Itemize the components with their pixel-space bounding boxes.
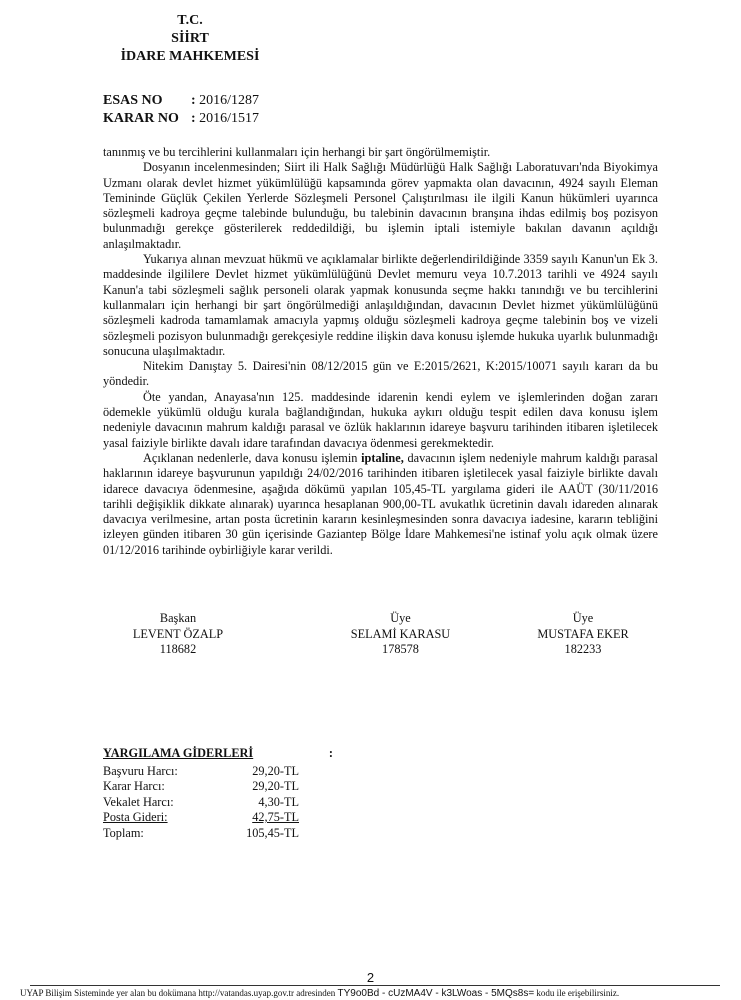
- paragraph-6: Açıklanan nedenlerle, dava konusu işlemin iptaline, davacının işlem nedeniyle mahrum kaldığı parasal haklarının idareye başvurunun yapıldığı 24/02/2016 tarihinden itibaren işletilecek yasal faiziyle birlikte davalı idarece davacıya ödenmesine, aşağıda dökümü yapılan 105,45-TL yargılama gideri ile AAÜT (30/11/2016 tarihli değişiklik dikkate alınarak) uyarınca hesaplanan 900,00-TL avukatlık ücretinin davalı idareden alınarak davacıya verilmesine, artan posta ücretinin kararın kesinleşmesinden sonra davacıya iadesine, kararın tebliğini izleyen günden itibaren 30 gün içerisinde Gaziantep Bölge İdare Mahkemesi'ne istinaf yolu açık olmak üzere 01/12/2016 tarihinde oybirliğiyle karar verildi.: [103, 450, 658, 557]
- karar-row: KARAR NO : 2016/1517: [103, 111, 260, 126]
- paragraph-3: Yukarıya alınan mevzuat hükmü ve açıklamalar birlikte değerlendirildiğinde 3359 sayılı Kanun'un Ek 3. maddesinde ilgililere Devlet hizmet yükümlülüğünü Devlet memuru veya 10.7.2013 tarihli ve 4924 sayılı Kanun'a tabi sözleşmeli sağlık personeli olarak yapmak konusunda seçme hakkı tanındığı ve bu tercihlerini kullanmaları için herhangi bir şart öngörülmediği anlaşıldığından, davacının Devlet hizmet yükümlülüğünü sözleşmeli kadroda tamamlamak amacıyla yapmış olduğu sözleşmeli kadroya geçme talebinin boş ve vizeli sözleşmeli pozisyon bulunmadığı gerekçesiyle reddine ilişkin dava konusu işlemde hukuka uyarlık bulunmadığı sonucuna ulaşılmaktadır.: [103, 252, 658, 358]
- signature-role: Üye: [390, 611, 411, 625]
- paragraph-2: Dosyanın incelenmesinden; Siirt ili Halk Sağlığı Müdürlüğü Halk Sağlığı Laboratuvarı'nda Biyokimya Uzmanı olarak devlet hizmet yükümlülüğü kapsamında görev yapmakta olan davacının, 4924 sayılı Eleman Temininde Güçlük Çekilen Yerlerde Sözleşmeli Personel Çalıştırılması ile ilgili Kanun hükümleri uyarınca sözleşmeli kadroya geçme talebinde bulunduğu, bu talebinin davacının branşına ihdas edilmiş boş pozisyon bulunmadığı gerekçe gösterilerek reddedildiği, bu işlemin iptali istemiyle bakılan davanın açıldığı anlaşılmaktadır.: [103, 160, 658, 251]
- signature-member-1: [326, 611, 476, 658]
- case-numbers: [103, 92, 259, 128]
- iptaline-emphasis: iptaline,: [361, 450, 404, 465]
- expense-row: Posta Gideri: 42,75-TL: [103, 810, 299, 824]
- decision-body: [103, 145, 658, 558]
- footer-suffix: kodu ile erişebilirsiniz.: [536, 988, 620, 998]
- expenses-title: YARGILAMA GİDERLERİ :: [103, 746, 333, 760]
- esas-row: ESAS NO : 2016/1287: [103, 93, 260, 108]
- paragraph-1: tanınmış ve bu tercihlerini kullanmaları için herhangi bir şart öngörülmemiştir.: [103, 145, 491, 159]
- signature-role: Başkan: [159, 611, 197, 625]
- signature-id: 118682: [159, 642, 197, 656]
- signature-member-2: [508, 611, 658, 658]
- expense-total-row: Toplam: 105,45-TL: [103, 825, 299, 840]
- footer-verification: [20, 988, 740, 999]
- paragraph-5: Öte yandan, Anayasa'nın 125. maddesinde idarenin kendi eylem ve işlemlerinden doğan zararı ödemekle yükümlü olduğu kurala bağlandığından, hukuka aykırı olduğu tespit edilen dava konusu işlem nedeniyle davacının mahrum kaldığı parasal ve özlük haklarının idareye başvuru tarihinden itibaren işletilecek yasal faiziyle birlikte davalı idare tarafından davacıya ödenmesi gerekmektedir.: [103, 389, 658, 450]
- page-number: 2: [366, 970, 375, 985]
- signature-name: SELAMİ KARASU: [350, 626, 451, 641]
- karar-value: 2016/1517: [199, 111, 260, 126]
- esas-value: 2016/1287: [199, 93, 260, 108]
- signature-id: 182233: [564, 642, 602, 656]
- header-line-tc: T.C.: [177, 13, 203, 28]
- paragraph-4: Nitekim Danıştay 5. Dairesi'nin 08/12/2015 gün ve E:2015/2621, K:2015/10071 sayılı kararı da bu yöndedir.: [103, 359, 658, 389]
- expense-row: Başvuru Harcı: 29,20-TL: [103, 763, 299, 778]
- signature-id: 178578: [382, 642, 419, 656]
- signature-name: LEVENT ÖZALP: [132, 626, 224, 641]
- signature-name: MUSTAFA EKER: [537, 626, 629, 641]
- footer-prefix: UYAP Bilişim Sisteminde yer alan bu dokümana http://vatandas.uyap.gov.tr adresinden: [20, 988, 336, 998]
- header-line-city: SİİRT: [171, 31, 209, 46]
- signature-president: [103, 611, 253, 658]
- verification-code: TY9o0Bd - cUzMA4V - k3LWoas - 5MQs8s=: [337, 988, 535, 999]
- karar-label: KARAR NO: [103, 111, 179, 126]
- header-line-court: İDARE MAHKEMESİ: [120, 49, 260, 64]
- court-header: [110, 12, 270, 66]
- footer-divider: [30, 985, 720, 986]
- expenses-table: [103, 746, 333, 841]
- expense-row: Vekalet Harcı: 4,30-TL: [103, 794, 299, 809]
- esas-label: ESAS NO: [103, 93, 163, 108]
- expense-row: Karar Harcı: 29,20-TL: [103, 779, 299, 793]
- signature-role: Üye: [572, 611, 594, 625]
- signatures-block: [103, 611, 658, 658]
